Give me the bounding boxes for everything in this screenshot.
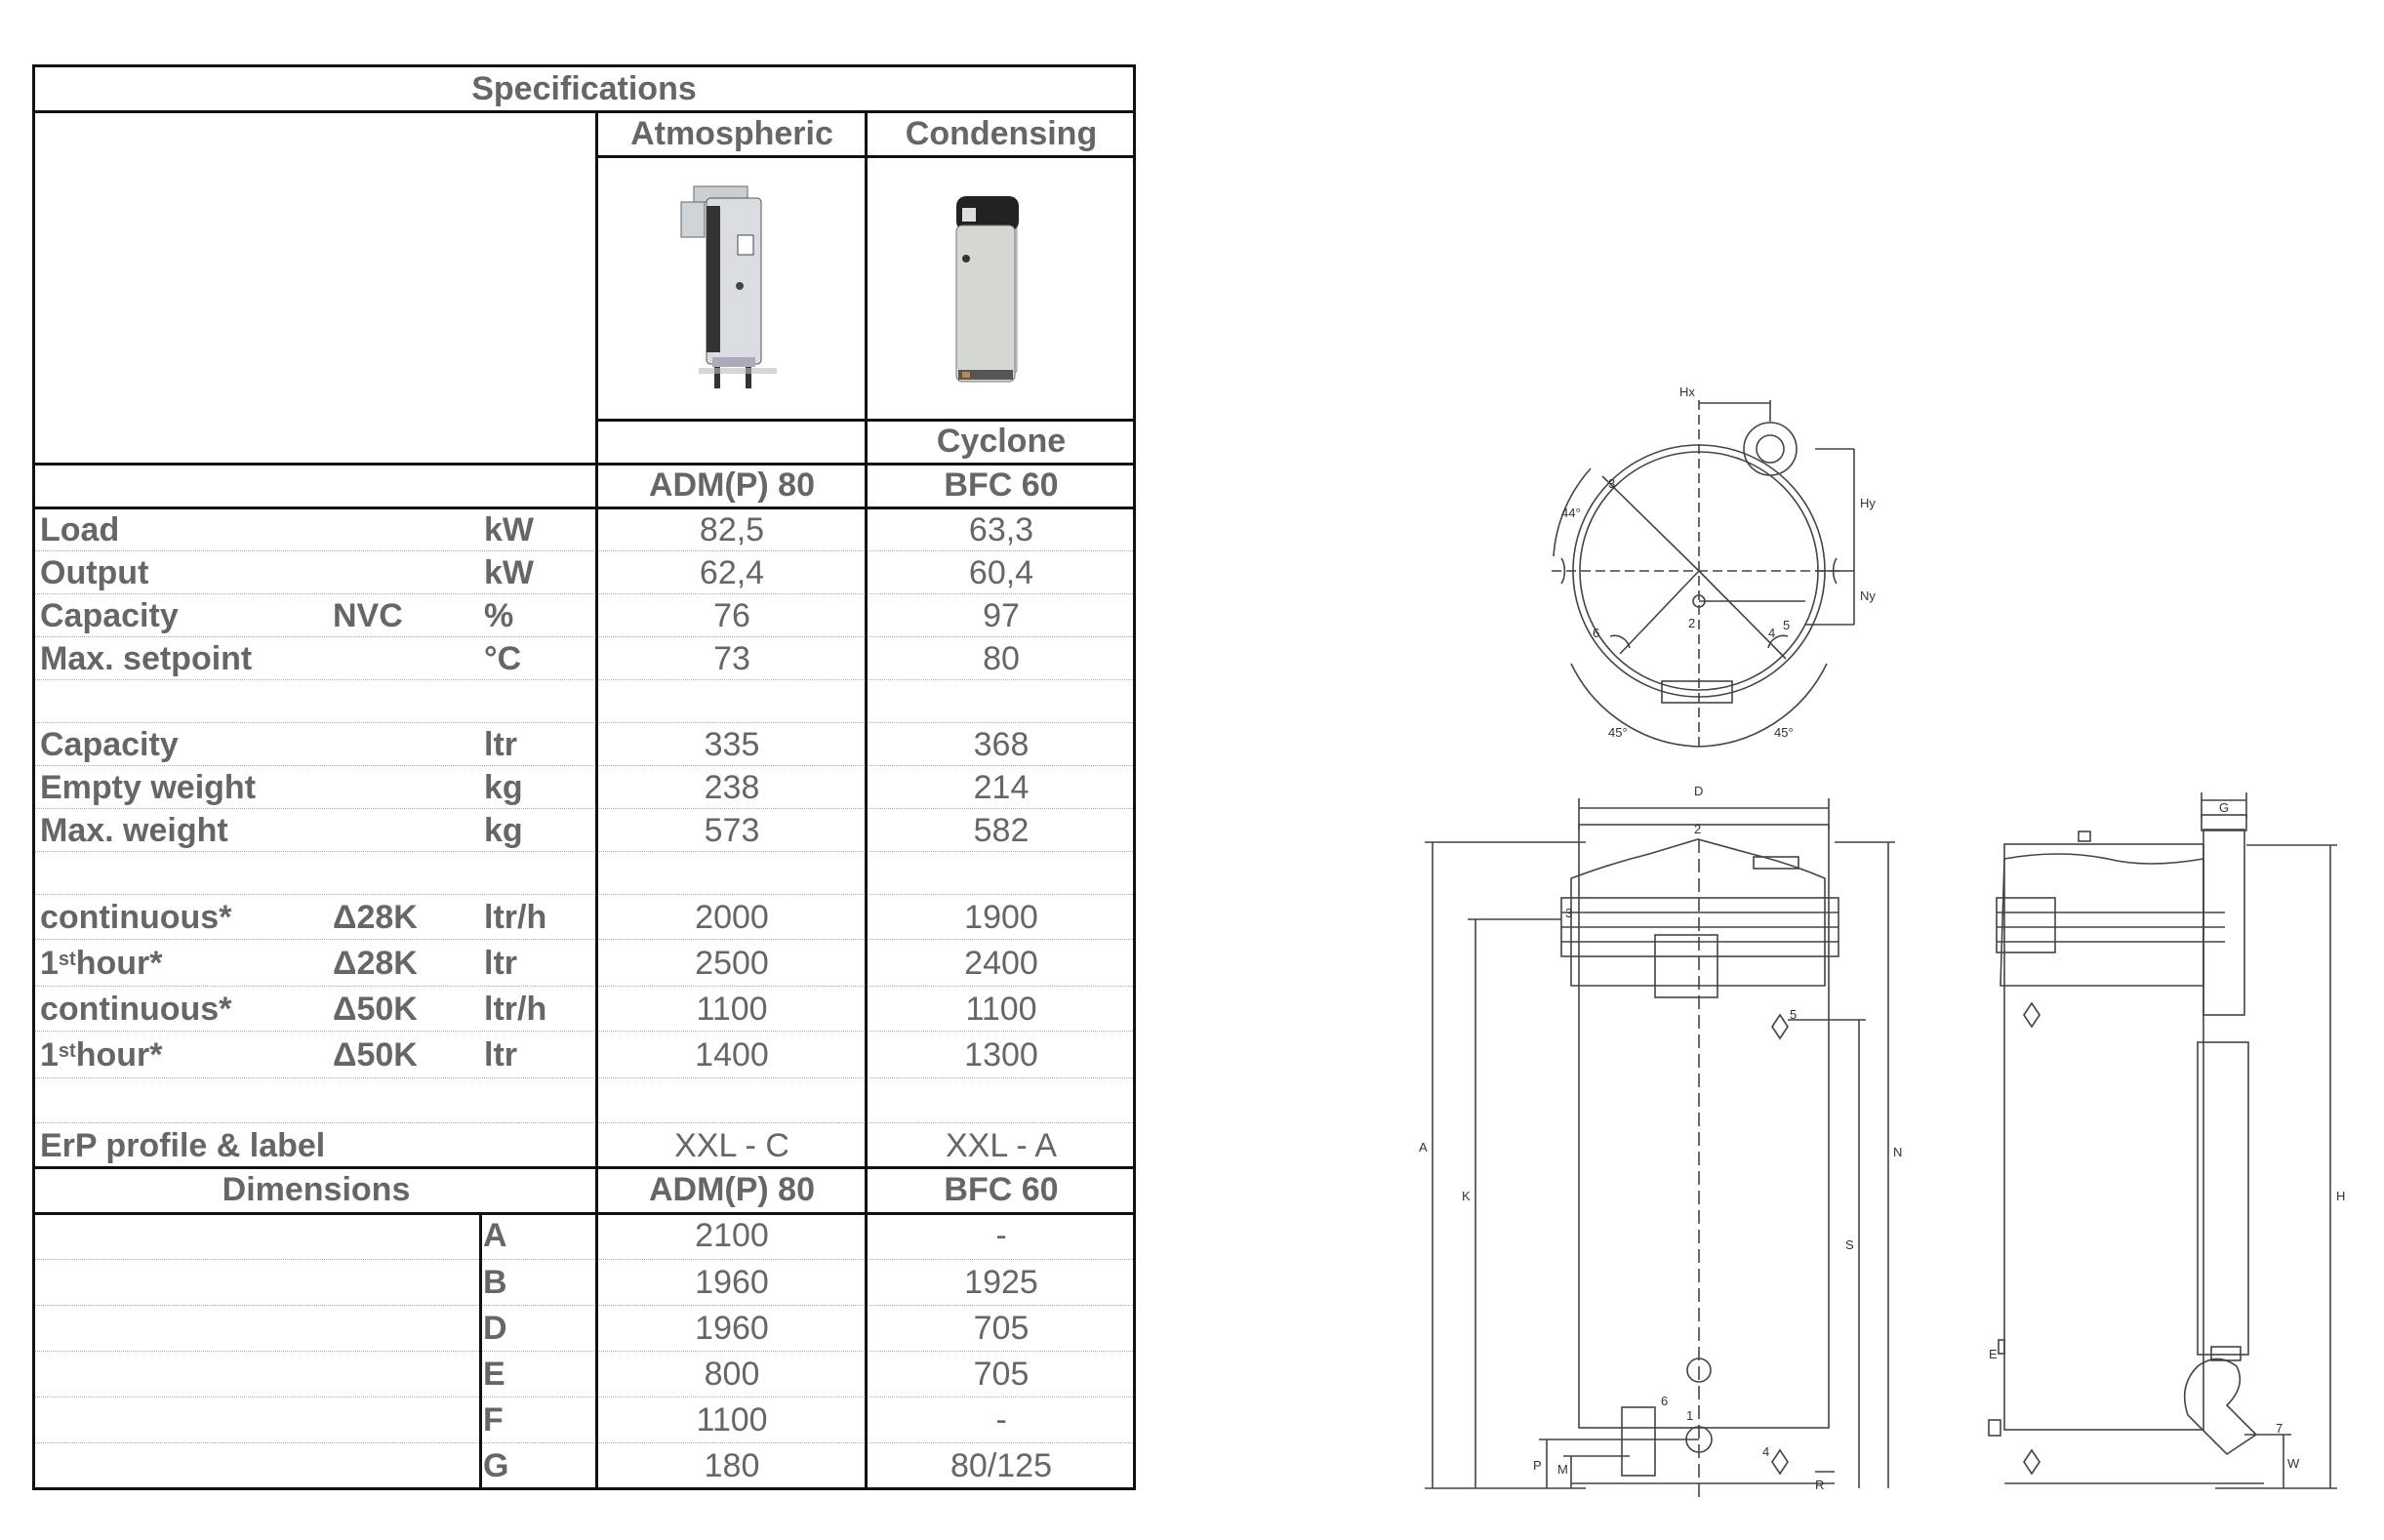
label-k: K <box>1462 1189 1471 1203</box>
row-condition: Δ28K <box>333 898 418 936</box>
label-r: R <box>1815 1478 1825 1492</box>
label-3-front: 3 <box>1565 906 1573 920</box>
row-condition: Δ50K <box>333 1035 418 1074</box>
column-header-condensing: Condensing <box>905 114 1098 152</box>
spec-row <box>35 986 1133 1032</box>
row-condition: Δ50K <box>333 990 418 1028</box>
row-label: Capacity <box>40 596 179 634</box>
row-unit: % <box>484 596 514 634</box>
row-label: Load <box>40 510 120 548</box>
row-label: Capacity <box>40 725 179 763</box>
row-value-condensing: 214 <box>973 768 1030 806</box>
row-value-condensing: 368 <box>973 725 1030 763</box>
label-d: D <box>1694 784 1704 798</box>
row-value-atmospheric: 1400 <box>695 1035 769 1074</box>
dimension-value-atmospheric: 1960 <box>695 1310 769 1347</box>
row-value-atmospheric: 2500 <box>695 944 769 982</box>
spec-row <box>35 507 1133 551</box>
column-divider <box>595 110 598 1487</box>
atmospheric-heater-image <box>621 177 845 421</box>
spec-row <box>35 808 1133 852</box>
dimension-key: E <box>483 1356 505 1393</box>
label-g: G <box>2219 800 2230 815</box>
row-value-condensing: 97 <box>983 596 1020 634</box>
spacer-row <box>35 679 1133 723</box>
row-value-atmospheric: 73 <box>713 639 750 677</box>
label-3-top: 3 <box>1608 476 1616 491</box>
label-45-left: 45° <box>1608 725 1628 740</box>
dimension-value-atmospheric: 180 <box>704 1446 760 1484</box>
row-value-atmospheric: 82,5 <box>699 510 765 548</box>
spec-row <box>35 1122 1133 1168</box>
condensing-subtitle: Cyclone <box>936 423 1067 460</box>
row-unit: ltr <box>484 725 517 763</box>
column-divider <box>865 110 868 1487</box>
model-atmospheric: ADM(P) 80 <box>648 466 816 504</box>
spacer-row <box>35 851 1133 895</box>
row-unit: kW <box>484 553 534 591</box>
rule <box>35 1166 1133 1169</box>
label-4-top: 4 <box>1768 626 1776 640</box>
row-value-atmospheric: 335 <box>704 725 760 763</box>
dimension-key: A <box>483 1217 507 1254</box>
row-value-condensing: 80 <box>983 639 1020 677</box>
column-header-row <box>35 111 1133 156</box>
spec-row <box>35 765 1133 809</box>
label-4-front: 4 <box>1762 1444 1770 1459</box>
dimension-value-condensing: 1925 <box>964 1264 1038 1301</box>
condensing-heater-image <box>894 177 1118 421</box>
rule <box>35 1212 1133 1215</box>
dimension-key: D <box>483 1310 507 1347</box>
row-label: continuous* <box>40 898 232 936</box>
dimension-value-condensing: 80/125 <box>950 1446 1052 1484</box>
row-value-atmospheric: 62,4 <box>699 553 765 591</box>
label-w: W <box>2287 1456 2300 1471</box>
model-condensing: BFC 60 <box>944 466 1059 504</box>
column-header-atmospheric: Atmospheric <box>630 114 833 152</box>
row-condition: NVC <box>333 596 403 634</box>
label-2-top: 2 <box>1688 616 1696 630</box>
dimension-value-atmospheric: 1960 <box>695 1264 769 1301</box>
row-unit: ltr <box>484 944 517 982</box>
row-label: 1 $^{st}$ hour* <box>40 944 163 982</box>
row-value-atmospheric: 76 <box>713 596 750 634</box>
row-label: Max. setpoint <box>40 639 253 677</box>
dimension-value-condensing: - <box>995 1401 1007 1439</box>
spec-table <box>32 64 1136 1490</box>
row-unit: kg <box>484 768 523 806</box>
row-unit: kg <box>484 811 523 849</box>
label-2-front: 2 <box>1694 822 1702 836</box>
row-label: ErP profile & label <box>40 1126 326 1164</box>
label-6-top: 6 <box>1593 626 1600 640</box>
label-p: P <box>1533 1458 1542 1473</box>
subtitle-row <box>35 420 1133 464</box>
label-m: M <box>1557 1462 1568 1477</box>
label-ny: Ny <box>1860 588 1876 603</box>
spec-row <box>35 894 1133 940</box>
dimension-value-condensing: - <box>995 1217 1007 1254</box>
row-label: Max. weight <box>40 811 228 849</box>
dimension-row <box>35 1351 1133 1398</box>
label-n: N <box>1893 1145 1903 1159</box>
rule <box>35 507 1133 509</box>
row-value-condensing: 1300 <box>964 1035 1038 1074</box>
row-value-atmospheric: XXL - C <box>674 1126 789 1164</box>
label-a: A <box>1419 1140 1428 1155</box>
column-divider <box>479 1212 482 1487</box>
row-value-condensing: 60,4 <box>968 553 1034 591</box>
label-e: E <box>1989 1347 1998 1361</box>
label-5-top: 5 <box>1783 618 1791 632</box>
rule <box>35 463 1133 466</box>
dimension-value-atmospheric: 2100 <box>695 1217 769 1254</box>
row-value-atmospheric: 573 <box>704 811 760 849</box>
label-45-right: 45° <box>1774 725 1794 740</box>
label-5-front: 5 <box>1790 1007 1798 1022</box>
row-unit: ltr/h <box>484 990 547 1028</box>
spec-row <box>35 593 1133 637</box>
row-condition: Δ28K <box>333 944 418 982</box>
spec-row <box>35 1031 1133 1078</box>
row-unit: ltr/h <box>484 898 547 936</box>
row-value-condensing: 2400 <box>964 944 1038 982</box>
row-value-condensing: 63,3 <box>968 510 1034 548</box>
dimensions-model-atmospheric: ADM(P) 80 <box>648 1171 816 1208</box>
dimension-key: G <box>483 1446 509 1484</box>
dimension-row <box>35 1305 1133 1352</box>
row-value-condensing: XXL - A <box>945 1126 1058 1164</box>
row-value-atmospheric: 1100 <box>696 990 768 1028</box>
dimension-value-condensing: 705 <box>973 1310 1030 1347</box>
side-view <box>1989 792 2337 1488</box>
front-view <box>1425 798 1895 1503</box>
row-label: 1 $^{st}$ hour* <box>40 1035 163 1074</box>
row-label: continuous* <box>40 990 232 1028</box>
dimensions-title: Dimensions <box>222 1171 411 1208</box>
technical-drawing <box>1405 371 2362 1503</box>
spec-title-row <box>35 67 1133 111</box>
dimension-value-atmospheric: 1100 <box>696 1401 768 1439</box>
label-1-front: 1 <box>1686 1408 1694 1423</box>
row-value-atmospheric: 2000 <box>695 898 769 936</box>
rule <box>35 110 1133 113</box>
row-value-condensing: 1100 <box>965 990 1037 1028</box>
dimension-row <box>35 1442 1133 1488</box>
dimension-key: B <box>483 1264 507 1301</box>
dimension-row <box>35 1259 1133 1306</box>
top-view <box>1552 400 1854 751</box>
dimensions-header-row <box>35 1167 1133 1213</box>
row-value-condensing: 1900 <box>964 898 1038 936</box>
label-hx: Hx <box>1679 385 1695 399</box>
label-s: S <box>1845 1237 1854 1252</box>
row-unit: ltr <box>484 1035 517 1074</box>
dimensions-model-condensing: BFC 60 <box>944 1171 1059 1208</box>
row-unit: °C <box>484 639 522 677</box>
row-value-condensing: 582 <box>973 811 1030 849</box>
spec-title: Specifications <box>471 70 697 107</box>
label-6-front: 6 <box>1661 1394 1669 1408</box>
dimension-value-condensing: 705 <box>973 1356 1030 1393</box>
spec-row <box>35 636 1133 680</box>
spec-row <box>35 722 1133 766</box>
dimension-row <box>35 1397 1133 1443</box>
spacer-row <box>35 1077 1133 1123</box>
row-value-atmospheric: 238 <box>704 768 760 806</box>
model-row <box>35 464 1133 507</box>
row-label: Empty weight <box>40 768 257 806</box>
spec-row <box>35 550 1133 594</box>
row-unit: kW <box>484 510 534 548</box>
label-h: H <box>2336 1189 2346 1203</box>
dimension-row <box>35 1213 1133 1259</box>
row-label: Output <box>40 553 149 591</box>
spec-row <box>35 939 1133 987</box>
dimension-key: F <box>483 1401 504 1439</box>
label-44: 44° <box>1561 506 1581 520</box>
label-7: 7 <box>2276 1421 2283 1436</box>
dimension-value-atmospheric: 800 <box>704 1356 760 1393</box>
label-hy: Hy <box>1860 496 1876 510</box>
